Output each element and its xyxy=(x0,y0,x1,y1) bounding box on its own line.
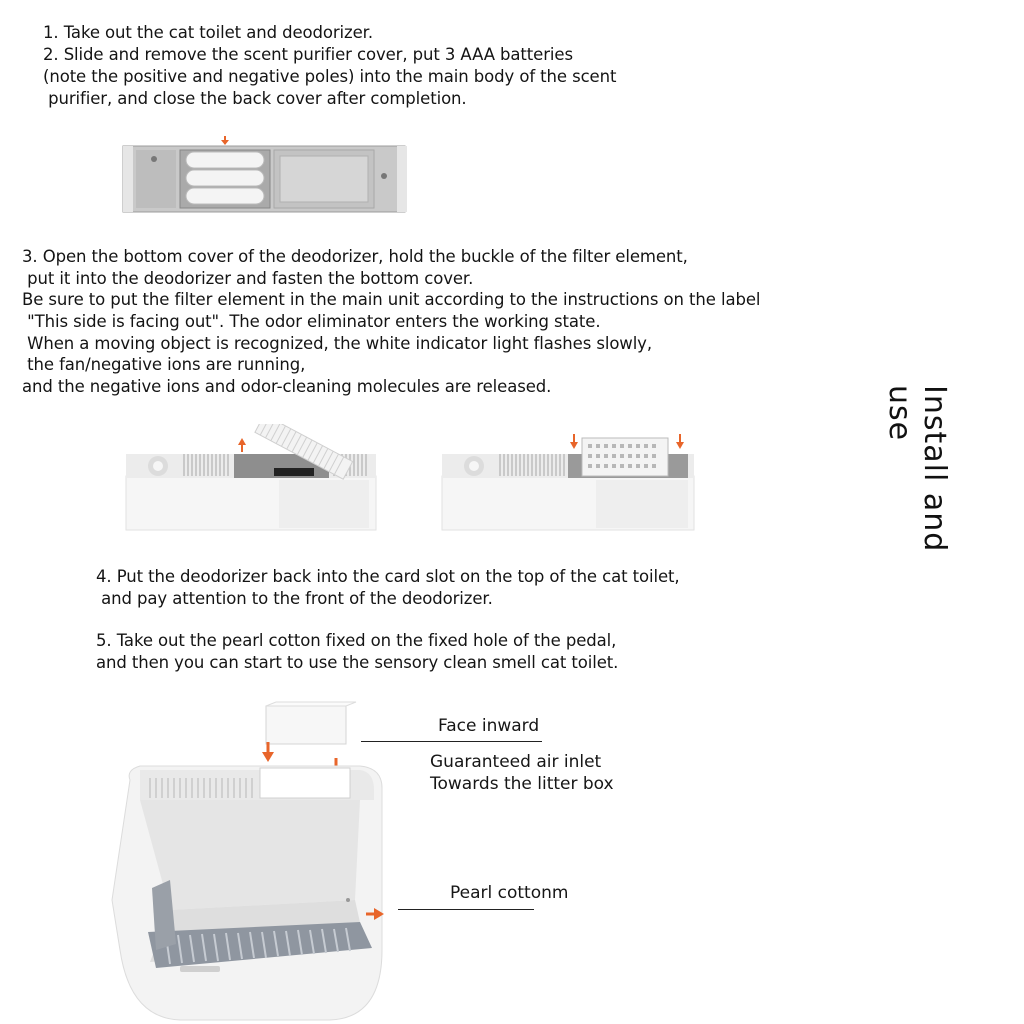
air-inlet-label-1: Guaranteed air inlet xyxy=(430,752,602,772)
face-inward-rule xyxy=(361,741,542,742)
step3-line6: the fan/negative ions are running, xyxy=(22,355,306,374)
face-inward-label: Face inward xyxy=(438,716,540,736)
pearl-cotton-rule xyxy=(398,909,534,910)
deodorizer-filter-inserted-image xyxy=(440,424,698,532)
cat-toilet-image xyxy=(110,700,400,1024)
step5-line2: and then you can start to use the sensory clean smell cat toilet. xyxy=(96,653,619,672)
step2-line2: (note the positive and negative poles) into the main body of the scent xyxy=(43,67,617,86)
step3-line1: 3. Open the bottom cover of the deodorizer, hold the buckle of the filter element, xyxy=(22,247,688,266)
step4-line1: 4. Put the deodorizer back into the card slot on the top of the cat toilet, xyxy=(96,567,680,586)
step2-line3: purifier, and close the back cover after completion. xyxy=(43,89,467,108)
air-inlet-label-2: Towards the litter box xyxy=(430,774,614,794)
step2-line1: 2. Slide and remove the scent purifier cover, put 3 AAA batteries xyxy=(43,45,573,64)
side-title: Install and use xyxy=(882,385,952,553)
step3-line5: When a moving object is recognized, the white indicator light flashes slowly, xyxy=(22,334,652,353)
pearl-cotton-label: Pearl cottonm xyxy=(450,883,569,903)
step3-line3: Be sure to put the filter element in the main unit according to the instructions on the label xyxy=(22,290,761,309)
step3-line7: and the negative ions and odor-cleaning molecules are released. xyxy=(22,377,552,396)
step3-line2: put it into the deodorizer and fasten the bottom cover. xyxy=(22,269,474,288)
step5-line1: 5. Take out the pearl cotton fixed on the fixed hole of the pedal, xyxy=(96,631,617,650)
deodorizer-open-image xyxy=(124,424,380,532)
step3-line4: "This side is facing out". The odor eliminator enters the working state. xyxy=(22,312,601,331)
step4-line2: and pay attention to the front of the deodorizer. xyxy=(96,589,493,608)
step1-text: 1. Take out the cat toilet and deodorizer. xyxy=(43,23,373,42)
battery-compartment-image xyxy=(120,132,410,218)
